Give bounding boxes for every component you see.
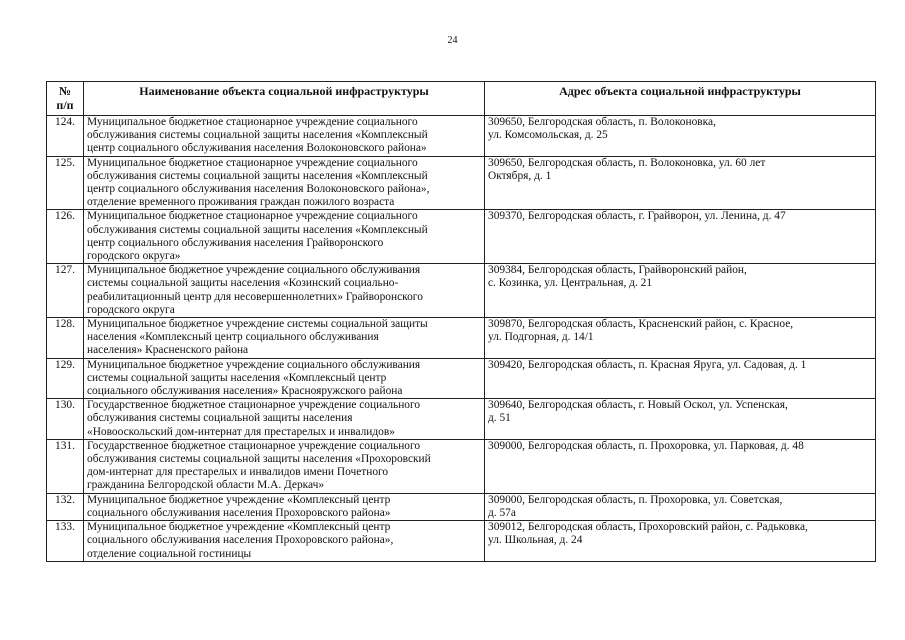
object-address-line: с. Козинка, ул. Центральная, д. 21 [488,277,653,290]
object-address-line: 309000, Белгородская область, п. Прохоровка, ул. Советская, [488,493,783,506]
object-address-cell [485,358,876,399]
object-address-line: ул. Школьная, д. 24 [488,534,583,547]
row-number: 130. [47,399,84,440]
object-name-line: системы социальной защиты населения «Козинский социально- [87,277,399,290]
table-body [47,116,876,562]
row-number: 133. [47,521,84,562]
object-name-line: Муниципальное бюджетное учреждение «Комплексный центр [87,521,391,534]
object-name-line: Муниципальное бюджетное учреждение системы социальной защиты [87,318,428,331]
object-name-line: отделение социальной гостиницы [87,547,252,560]
object-name-cell [84,116,485,157]
object-name-line: Муниципальное бюджетное учреждение социального обслуживания [87,264,421,277]
table-header-row [47,82,876,116]
row-number: 129. [47,358,84,399]
object-name-line: обслуживания системы социальной защиты населения «Комплексный [87,169,428,182]
table-row [47,521,876,562]
object-address-line: 309384, Белгородская область, Грайворонский район, [488,264,747,277]
table-row [47,493,876,520]
object-name-line: социального обслуживания населения Прохоровского района», [87,534,394,547]
row-number: 124. [47,116,84,157]
object-address-line: 309420, Белгородская область, п. Красная Яруга, ул. Садовая, д. 1 [488,358,807,371]
header-number-line: п/п [56,98,74,112]
object-address-line: д. 51 [488,412,511,425]
object-name-cell [84,521,485,562]
object-address-cell [485,521,876,562]
object-address-line: 309370, Белгородская область, г. Грайворон, ул. Ленина, д. 47 [488,210,786,223]
table-row [47,358,876,399]
object-address-cell [485,116,876,157]
object-address-cell [485,439,876,493]
object-address-cell [485,318,876,359]
object-name-cell [84,493,485,520]
object-address-line: 309870, Белгородская область, Красненский район, с. Красное, [488,318,794,331]
object-address-line: ул. Подгорная, д. 14/1 [488,331,594,344]
object-name-line: центр социального обслуживания населения Волоконовского района», [87,183,430,196]
object-address-cell [485,493,876,520]
header-number-line: № [58,84,72,98]
object-name-line: обслуживания системы социальной защиты населения [87,412,353,425]
object-name-line: «Новооскольский дом-интернат для престарелых и инвалидов» [87,425,395,438]
object-name-line: социального обслуживания населения» Краснояружского района [87,385,403,398]
object-address-line: 309640, Белгородская область, г. Новый Оскол, ул. Успенская, [488,399,788,412]
object-address-line: 309650, Белгородская область, п. Волоконовка, ул. 60 лет [488,156,766,169]
object-address-line: Октября, д. 1 [488,169,552,182]
object-address-line: 309000, Белгородская область, п. Прохоровка, ул. Парковая, д. 48 [488,439,804,452]
object-name-line: дом-интернат для престарелых и инвалидов имени Почетного [87,466,389,479]
row-number: 132. [47,493,84,520]
object-name-line: Муниципальное бюджетное стационарное учреждение социального [87,156,418,169]
row-number: 131. [47,439,84,493]
table-row [47,439,876,493]
object-name-line: отделение временного проживания граждан пожилого возраста [87,196,395,209]
header-object-name: Наименование объекта социальной инфраструктуры [84,82,485,116]
object-name-line: центр социального обслуживания населения Грайворонского [87,236,384,249]
object-name-cell [84,439,485,493]
table-row [47,156,876,210]
object-name-cell [84,318,485,359]
table-row [47,210,876,264]
object-address-cell [485,156,876,210]
page-number: 24 [447,35,458,46]
table-row [47,318,876,359]
object-address-cell [485,210,876,264]
row-number: 125. [47,156,84,210]
object-name-line: Муниципальное бюджетное учреждение «Комплексный центр [87,493,391,506]
object-name-line: Государственное бюджетное стационарное учреждение социального [87,439,421,452]
object-address-line: д. 57а [488,506,516,519]
row-number: 126. [47,210,84,264]
row-number: 128. [47,318,84,359]
object-name-line: Государственное бюджетное стационарное учреждение социального [87,399,421,412]
object-address-cell [485,264,876,318]
object-name-line: реабилитационный центр для несовершеннолетних» Грайворонского [87,290,423,303]
object-name-line: Муниципальное бюджетное стационарное учреждение социального [87,210,418,223]
object-address-line: ул. Комсомольская, д. 25 [488,129,608,142]
object-name-line: системы социальной защиты населения «Комплексный центр [87,371,387,384]
header-number [47,82,84,116]
object-name-cell [84,264,485,318]
object-name-line: обслуживания системы социальной защиты населения «Комплексный [87,223,428,236]
object-address-line: 309650, Белгородская область, п. Волоконовка, [488,116,716,128]
object-name-line: гражданина Белгородской области М.А. Деркач» [87,479,325,492]
object-address-cell [485,399,876,440]
object-name-cell [84,210,485,264]
object-name-line: обслуживания системы социальной защиты населения «Комплексный [87,129,428,142]
object-name-cell [84,156,485,210]
object-name-line: населения «Комплексный центр социального обслуживания [87,331,379,344]
table-row [47,116,876,157]
object-name-line: центр социального обслуживания населения Волоконовского района» [87,142,427,155]
table-row [47,399,876,440]
object-name-cell [84,399,485,440]
object-name-line: городского округа [87,303,175,316]
header-object-address: Адрес объекта социальной инфраструктуры [485,82,876,116]
object-name-line: городского округа» [87,250,181,263]
object-name-line: населения» Красненского района [87,344,249,357]
table-row [47,264,876,318]
object-name-line: Муниципальное бюджетное стационарное учреждение социального [87,116,418,128]
row-number: 127. [47,264,84,318]
social-infrastructure-table [46,81,876,562]
object-name-line: Муниципальное бюджетное учреждение социального обслуживания [87,358,421,371]
object-name-cell [84,358,485,399]
object-name-line: обслуживания системы социальной защиты населения «Прохоровский [87,453,431,466]
object-name-line: социального обслуживания населения Прохоровского района» [87,506,391,519]
object-address-line: 309012, Белгородская область, Прохоровский район, с. Радьковка, [488,521,808,534]
